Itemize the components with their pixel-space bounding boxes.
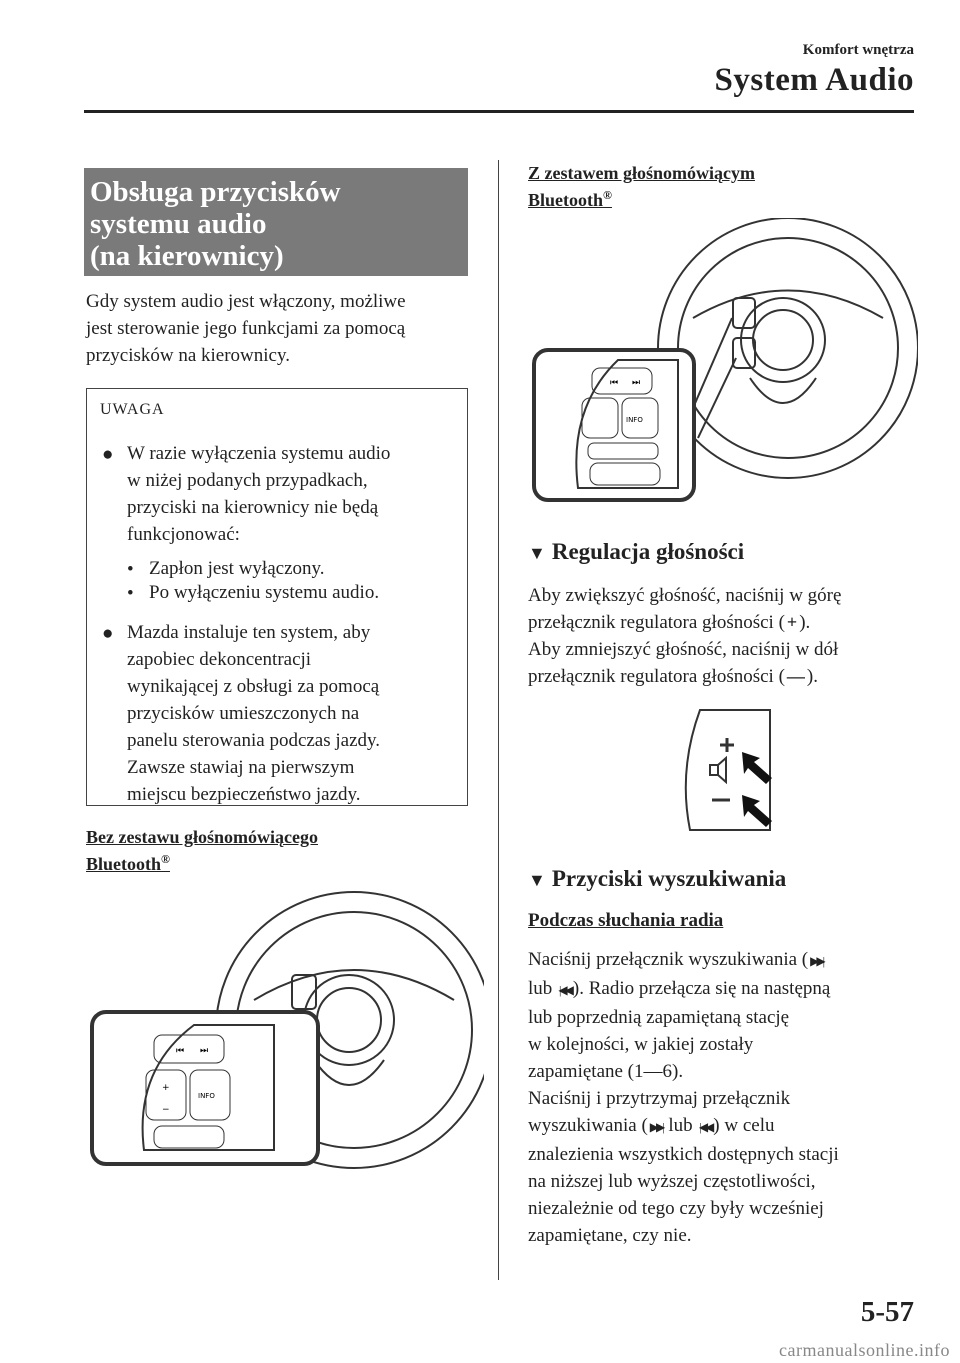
note-sub-2: Po wyłączeniu systemu audio. bbox=[149, 582, 380, 603]
section-title-line: Obsługa przycisków bbox=[90, 176, 341, 208]
intro-line: jest sterowanie jego funkcjami za pomocą bbox=[86, 318, 406, 339]
steering-wheel-illustration bbox=[84, 880, 484, 1180]
note-line: panelu sterowania podczas jazdy. bbox=[127, 730, 381, 751]
watermark: carmanualsonline.info bbox=[779, 1340, 950, 1360]
svg-text:+: + bbox=[162, 1083, 170, 1093]
seek-line: zapamiętane (1―6). bbox=[528, 1061, 684, 1082]
triangle-down-icon: ▼ bbox=[528, 543, 546, 563]
volume-paragraph bbox=[528, 582, 841, 690]
registered-mark: ® bbox=[161, 852, 170, 866]
svg-text:⏭: ⏭ bbox=[200, 1046, 209, 1056]
volume-line: ). bbox=[806, 666, 818, 687]
minus-icon: — bbox=[786, 666, 805, 686]
radio-subheading: Podczas słuchania radia bbox=[528, 910, 724, 931]
svg-text:⏮: ⏮ bbox=[176, 1046, 185, 1056]
registered-mark: ® bbox=[603, 188, 612, 202]
triangle-down-icon: ▼ bbox=[528, 870, 546, 890]
skip-back-icon: |◀◀ bbox=[699, 1120, 712, 1134]
intro-line: przycisków na kierownicy. bbox=[86, 345, 291, 366]
skip-forward-icon: ▶▶| bbox=[810, 954, 822, 968]
steering-wheel-icon bbox=[658, 218, 918, 478]
svg-text:INFO: INFO bbox=[198, 1092, 215, 1100]
control-panel-inset-icon bbox=[534, 350, 694, 500]
seek-line: niezależnie od tego czy były wcześniej bbox=[528, 1198, 824, 1219]
note-line: wynikającej z obsługi za pomocą bbox=[127, 676, 380, 697]
page-number: 5-57 bbox=[860, 1296, 914, 1328]
section-title-box bbox=[84, 168, 468, 276]
skip-back-icon: |◀◀ bbox=[559, 983, 571, 997]
volume-heading bbox=[528, 539, 744, 565]
chapter-subtitle: Komfort wnętrza bbox=[802, 42, 914, 58]
heading-line: Bez zestawu głośnomówiącego bbox=[86, 827, 318, 847]
section-title-line: systemu audio bbox=[90, 208, 267, 240]
volume-heading-text: Regulacja głośności bbox=[551, 539, 745, 564]
bullet-icon: ● bbox=[102, 623, 114, 644]
seek-line: ). Radio przełącza się na następną bbox=[572, 978, 831, 999]
sub-bullet-icon: • bbox=[127, 559, 134, 580]
note-line: przycisków umieszczonych na bbox=[127, 703, 360, 724]
seek-line: w kolejności, w jakiej zostały bbox=[528, 1034, 754, 1055]
note-sub-1: Zapłon jest wyłączony. bbox=[149, 558, 325, 579]
seek-paragraph bbox=[528, 946, 839, 1249]
seek-line: Naciśnij i przytrzymaj przełącznik bbox=[528, 1088, 791, 1109]
chapter-title: System Audio bbox=[714, 62, 914, 98]
seek-heading bbox=[528, 866, 786, 892]
note-bullet-2 bbox=[127, 619, 380, 808]
note-line: funkcjonować: bbox=[127, 524, 240, 545]
note-title: UWAGA bbox=[100, 401, 165, 418]
intro-paragraph bbox=[86, 288, 406, 369]
control-panel-inset-icon bbox=[92, 1012, 318, 1164]
volume-switch-illustration bbox=[660, 700, 790, 840]
arrow-pointer-icon bbox=[742, 752, 772, 827]
column-divider bbox=[498, 160, 499, 1280]
note-line: zapobiec dekoncentracji bbox=[127, 649, 312, 670]
note-bullet-1 bbox=[127, 440, 390, 548]
seek-line: znalezienia wszystkich dostępnych stacji bbox=[528, 1144, 839, 1165]
volume-line: przełącznik regulatora głośności ( bbox=[528, 666, 785, 687]
steering-wheel-bluetooth-illustration bbox=[528, 218, 918, 518]
note-line: miejscu bezpieczeństwo jazdy. bbox=[127, 784, 361, 805]
seek-line: zapamiętane, czy nie. bbox=[528, 1225, 692, 1246]
volume-line: przełącznik regulatora głośności ( bbox=[528, 612, 785, 633]
heading-line: Bluetooth bbox=[528, 190, 604, 210]
seek-line: na niższej lub wyższej częstotliwości, bbox=[528, 1171, 816, 1192]
svg-text:⏭: ⏭ bbox=[632, 378, 641, 388]
note-line: Mazda instaluje ten system, aby bbox=[127, 622, 371, 643]
note-line: przyciski na kierownicy nie będą bbox=[127, 497, 379, 518]
volume-line: Aby zwiększyć głośność, naciśnij w górę bbox=[528, 585, 842, 606]
skip-forward-icon: ▶▶| bbox=[649, 1120, 662, 1134]
note-line: Zawsze stawiaj na pierwszym bbox=[127, 757, 355, 778]
note-line: w niżej podanych przypadkach, bbox=[127, 470, 368, 491]
volume-line: ). bbox=[799, 612, 811, 633]
intro-line: Gdy system audio jest włączony, możliwe bbox=[86, 291, 406, 312]
without-bluetooth-heading bbox=[86, 826, 318, 875]
note-box bbox=[86, 388, 468, 806]
volume-line: Aby zmniejszyć głośność, naciśnij w dół bbox=[528, 639, 839, 660]
bullet-icon: ● bbox=[102, 444, 114, 465]
svg-text:−: − bbox=[162, 1105, 170, 1115]
svg-text:⏮: ⏮ bbox=[610, 378, 619, 388]
with-bluetooth-heading bbox=[528, 162, 755, 211]
seek-line: lub bbox=[668, 1115, 693, 1136]
note-line: W razie wyłączenia systemu audio bbox=[127, 443, 391, 464]
seek-line: ) w celu bbox=[713, 1115, 775, 1136]
seek-line: lub bbox=[528, 978, 553, 999]
heading-line: Z zestawem głośnomówiącym bbox=[528, 163, 755, 183]
header-rule bbox=[84, 110, 914, 113]
plus-icon: + bbox=[786, 612, 798, 632]
seek-line: wyszukiwania ( bbox=[528, 1115, 648, 1136]
heading-line: Bluetooth bbox=[86, 854, 162, 874]
svg-text:INFO: INFO bbox=[626, 416, 643, 424]
section-title-line: (na kierownicy) bbox=[90, 240, 284, 272]
seek-heading-text: Przyciski wyszukiwania bbox=[551, 866, 787, 891]
sub-bullet-icon: • bbox=[127, 583, 134, 604]
seek-line: lub poprzednią zapamiętaną stację bbox=[528, 1007, 790, 1028]
seek-line: Naciśnij przełącznik wyszukiwania ( bbox=[528, 949, 809, 970]
